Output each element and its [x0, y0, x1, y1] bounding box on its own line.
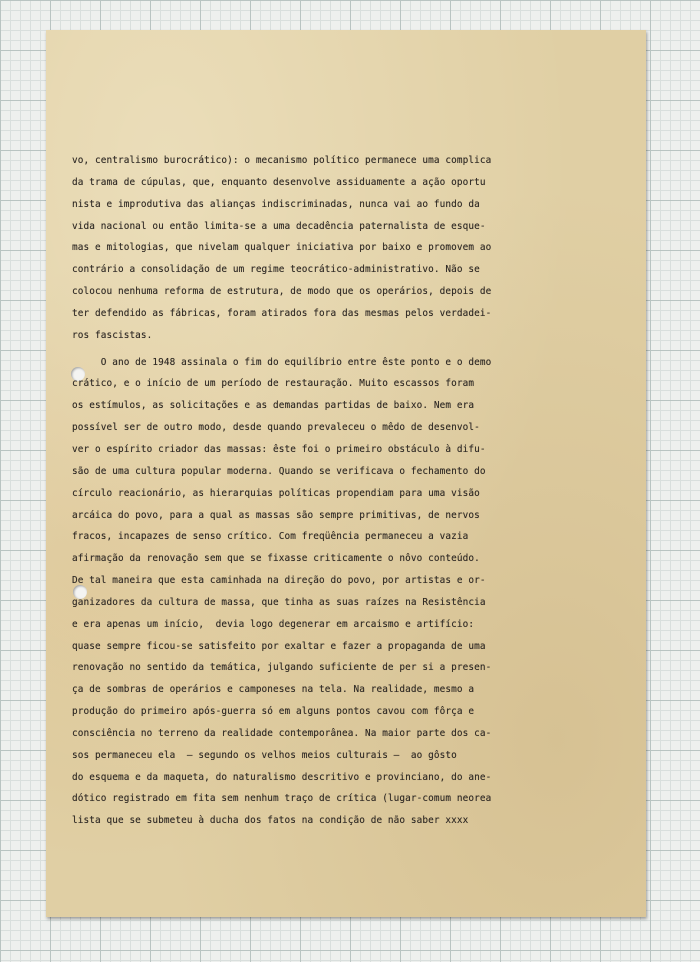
- text-line: dótico registrado em fita sem nenhum traço de crítica (lugar-comum neorea: [72, 793, 492, 805]
- text-line: ter defendido as fábricas, foram atirados fora das mesmas pelos verdadei-: [72, 307, 492, 319]
- paragraph-start-line: O ano de 1948 assinala o fim do equilíbrio entre êste ponto e o demo: [72, 356, 492, 368]
- text-line: ça de sombras de operários e camponeses na tela. Na realidade, mesmo a: [72, 684, 475, 696]
- text-line: De tal maneira que esta caminhada na direção do povo, por artistas e or-: [72, 575, 486, 587]
- text-line: arcáica do povo, para a qual as massas são sempre primitivas, de nervos: [72, 509, 480, 521]
- text-line: afirmação da renovação sem que se fixasse criticamente o nôvo conteúdo.: [72, 553, 480, 565]
- text-line: consciência no terreno da realidade contemporânea. Na maior parte dos ca-: [72, 727, 492, 739]
- text-line: quase sempre ficou-se satisfeito por exaltar e fazer a propaganda de uma: [72, 640, 486, 652]
- text-line: crático, e o início de um período de restauração. Muito escassos foram: [72, 378, 475, 390]
- text-line: do esquema e da maqueta, do naturalismo descritivo e provinciano, do ane-: [72, 771, 492, 783]
- text-line: fracos, incapazes de senso crítico. Com freqüência permaneceu a vazia: [72, 531, 469, 543]
- text-line: produção do primeiro após-guerra só em alguns pontos cavou com fôrça e: [72, 706, 475, 718]
- text-line: são de uma cultura popular moderna. Quando se verificava o fechamento do: [72, 465, 486, 477]
- text-line: renovação no sentido da temática, julgando suficiente de per si a presen-: [72, 662, 492, 674]
- text-line: contrário a consolidação de um regime teocrático-administrativo. Não se: [72, 264, 480, 276]
- text-line: e era apenas um início, devia logo degenerar em arcaismo e artifício:: [72, 618, 475, 630]
- text-line: ver o espírito criador das massas: êste foi o primeiro obstáculo à difu-: [72, 443, 486, 455]
- text-line: vida nacional ou então limita-se a uma decadência paternalista de esque-: [72, 220, 486, 232]
- text-line: vo, centralismo burocrático): o mecanismo político permanece uma complica: [72, 155, 492, 166]
- text-line: círculo reacionário, as hierarquias políticas propendiam para uma visão: [72, 487, 480, 499]
- text-line: possível ser de outro modo, desde quando prevaleceu o mêdo de desenvol-: [72, 422, 480, 434]
- text-line: nista e improdutiva das alianças indiscriminadas, nunca vai ao fundo da: [72, 198, 480, 210]
- text-line: ros fascistas.: [72, 329, 153, 341]
- text-line: da trama de cúpulas, que, enquanto desenvolve assiduamente a ação oportu: [72, 176, 486, 188]
- text-line: mas e mitologias, que nivelam qualquer iniciativa por baixo e promovem ao: [72, 242, 492, 254]
- text-line: ganizadores da cultura de massa, que tinha as suas raízes na Resistência: [72, 596, 486, 608]
- text-line: colocou nenhuma reforma de estrutura, de modo que os operários, depois de: [72, 286, 492, 298]
- text-line: lista que se submeteu à ducha dos fatos na condição de não saber xxxx: [72, 815, 469, 827]
- text-line: sos permaneceu ela — segundo os velhos meios culturais — ao gôsto: [72, 749, 457, 761]
- typed-text-body: [72, 150, 632, 832]
- text-line: os estímulos, as solicitações e as demandas partidas de baixo. Nem era: [72, 400, 475, 412]
